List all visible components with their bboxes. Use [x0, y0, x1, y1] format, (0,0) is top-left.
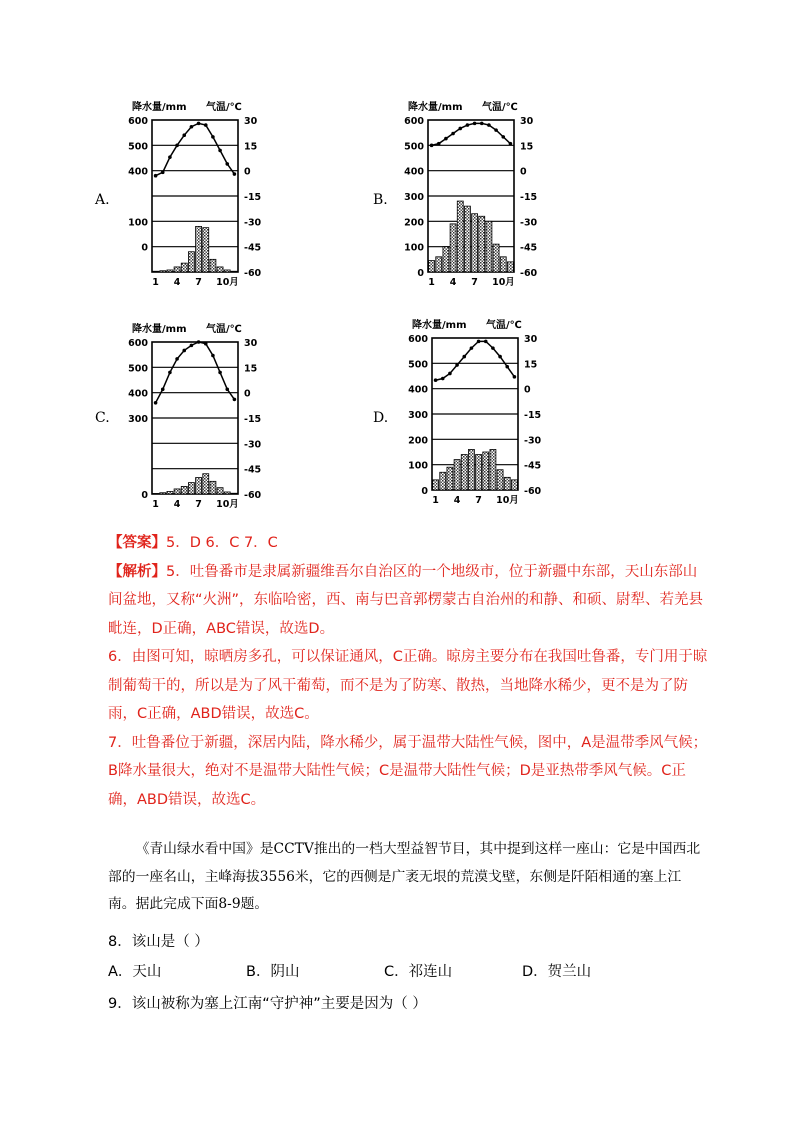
- precip-bar: [224, 270, 230, 272]
- precip-bar: [167, 270, 173, 272]
- precip-tick-label: 400: [128, 166, 148, 178]
- precip-tick-label: 500: [128, 363, 148, 375]
- temp-tick-label: 15: [244, 363, 258, 375]
- question-9: 9．该山被称为塞上江南“守护神”主要是因为（ ）: [108, 996, 427, 1012]
- reading-passage: 《青山绿水看中国》是CCTV推出的一档大型益智节目，其中提到这样一座山：它是中国西北部的一座名山，主峰海拔3556米，它的西侧是广袤无垠的荒漠戈壁，东侧是阡陌相通的塞上江南。据此完成下面8-9题。: [108, 841, 701, 912]
- precip-bar: [443, 247, 449, 272]
- temp-tick-label: 0: [524, 384, 531, 396]
- precip-tick-label: 300: [404, 192, 424, 203]
- month-tick-label: 10月: [216, 499, 239, 510]
- precip-bar: [450, 224, 456, 272]
- precip-axis-title: 降水量/mm: [412, 320, 467, 331]
- temperature-point: [161, 171, 165, 175]
- month-tick-label: 4: [453, 495, 461, 506]
- precip-bar: [153, 271, 159, 272]
- precip-bar: [181, 486, 187, 494]
- precip-bar: [196, 226, 202, 272]
- month-tick-label: 4: [449, 277, 457, 288]
- month-tick-label: 1: [432, 495, 439, 506]
- precip-bar: [160, 493, 166, 494]
- temp-tick-label: 0: [244, 388, 251, 400]
- answer-line: [108, 529, 708, 558]
- precip-bar: [203, 474, 209, 494]
- temperature-point: [154, 401, 158, 405]
- answer-label: 【答案】: [108, 535, 166, 551]
- analysis-7: 7．吐鲁番位于新疆，深居内陆，降水稀少，属于温带大陆性气候，图中，A是温带季风气候；B降水量很大，绝对不是温带大陆性气候；C是温带大陆性气候；D是亚热带季风气候。C正确，ABD错误，故选C。: [108, 734, 708, 808]
- question-8-options: [108, 960, 668, 981]
- precip-tick-label: 300: [128, 414, 148, 425]
- temperature-line: [432, 123, 511, 145]
- temperature-point: [434, 378, 438, 382]
- option-letter-b: B.: [373, 192, 388, 208]
- temp-tick-label: 0: [520, 166, 527, 178]
- precip-bar: [457, 201, 463, 272]
- temp-tick-label: -45: [244, 242, 262, 254]
- temperature-point: [437, 142, 441, 146]
- temperature-point: [190, 125, 194, 129]
- precip-bar: [174, 267, 180, 272]
- temperature-line: [436, 341, 515, 380]
- precip-axis-title: 降水量/mm: [132, 324, 187, 335]
- question-8: 8．该山是（ ）: [108, 934, 209, 950]
- month-tick-label: 7: [195, 499, 202, 510]
- temperature-line: [156, 123, 235, 175]
- temperature-point: [448, 372, 452, 376]
- precip-tick-label: 0: [141, 242, 148, 254]
- temp-tick-label: -60: [524, 486, 542, 497]
- temperature-point: [204, 123, 208, 127]
- temperature-point: [197, 122, 201, 126]
- q8-option-a: A．天山: [108, 964, 162, 980]
- precip-tick-label: 100: [128, 217, 148, 229]
- temperature-point: [441, 377, 445, 381]
- temperature-point: [225, 387, 229, 391]
- precip-bar: [476, 455, 482, 490]
- month-tick-label: 7: [475, 495, 482, 506]
- temperature-point: [168, 155, 172, 159]
- temperature-point: [197, 340, 201, 344]
- temperature-point: [168, 371, 172, 375]
- precip-bar: [507, 262, 513, 272]
- precip-tick-label: 600: [128, 116, 148, 127]
- temp-tick-label: -30: [244, 439, 262, 451]
- precip-bar: [504, 477, 510, 490]
- precip-bar: [196, 478, 202, 494]
- temperature-point: [451, 132, 455, 136]
- temp-tick-label: -30: [520, 217, 538, 229]
- precip-tick-label: 300: [408, 410, 428, 421]
- precip-tick-label: 0: [141, 490, 148, 501]
- temperature-point: [470, 346, 474, 350]
- precip-tick-label: 400: [404, 166, 424, 178]
- temperature-point: [161, 387, 165, 391]
- answer-analysis: [108, 529, 708, 814]
- temperature-point: [477, 340, 481, 344]
- temp-tick-label: -15: [244, 414, 262, 425]
- precip-bar: [181, 263, 187, 272]
- q8-option-c: C．祁连山: [384, 964, 453, 980]
- precip-bar: [461, 455, 467, 490]
- temp-tick-label: -45: [244, 464, 262, 476]
- temp-tick-label: 30: [244, 116, 258, 127]
- precip-tick-label: 0: [421, 486, 428, 497]
- temperature-point: [466, 123, 470, 127]
- precip-axis-title: 降水量/mm: [408, 102, 463, 113]
- precip-tick-label: 0: [417, 268, 424, 279]
- temperature-point: [501, 135, 505, 139]
- precip-tick-label: 400: [128, 388, 148, 400]
- climate-chart-d: [400, 318, 560, 518]
- temperature-point: [218, 149, 222, 153]
- temperature-point: [494, 128, 498, 132]
- temp-tick-label: -15: [524, 410, 542, 421]
- precip-bar: [436, 257, 442, 272]
- temperature-point: [204, 342, 208, 346]
- precip-bar: [483, 452, 489, 490]
- temp-axis-title: 气温/℃: [482, 102, 518, 113]
- precip-bar: [429, 261, 435, 272]
- analysis-5: [108, 558, 708, 644]
- temperature-point: [190, 344, 194, 348]
- analysis-6: 6．由图可知，晾晒房多孔，可以保证通风，C正确。晾房主要分布在我国吐鲁番，专门用于晾制葡萄干的，所以是为了风干葡萄，而不是为了防寒、散热，当地降水稀少，更不是为了防雨，C正确，ABD错误，故选C。: [108, 649, 708, 722]
- temperature-point: [233, 398, 237, 402]
- precip-tick-label: 500: [408, 359, 428, 371]
- precip-bar: [167, 491, 173, 494]
- temp-tick-label: 30: [244, 338, 258, 349]
- temp-tick-label: 15: [524, 359, 538, 371]
- temperature-line: [156, 342, 235, 403]
- precip-tick-label: 600: [404, 116, 424, 127]
- temperature-point: [218, 371, 222, 375]
- precip-bar: [217, 488, 223, 494]
- precip-bar: [203, 228, 209, 272]
- month-tick-label: 7: [471, 277, 478, 288]
- analysis-label: 【解析】: [108, 563, 166, 580]
- temperature-point: [225, 162, 229, 166]
- precip-tick-label: 500: [404, 141, 424, 153]
- temperature-point: [211, 354, 215, 358]
- q8-option-d: D．贺兰山: [522, 964, 592, 980]
- precip-bar: [490, 449, 496, 490]
- option-letter-d: D.: [373, 410, 389, 426]
- temperature-point: [182, 349, 186, 353]
- precip-tick-label: 400: [408, 384, 428, 396]
- month-tick-label: 10月: [492, 277, 515, 288]
- temp-tick-label: -15: [244, 192, 262, 203]
- precip-bar: [210, 259, 216, 272]
- temperature-point: [513, 375, 517, 379]
- temp-tick-label: -15: [520, 192, 538, 203]
- temperature-point: [154, 174, 158, 178]
- temp-tick-label: -30: [524, 435, 542, 447]
- temp-tick-label: -30: [244, 217, 262, 229]
- precip-bar: [433, 480, 439, 490]
- precip-bar: [447, 467, 453, 490]
- precip-tick-label: 600: [128, 338, 148, 349]
- precip-bar: [500, 257, 506, 272]
- temperature-point: [175, 357, 179, 361]
- option-letter-a: A.: [95, 192, 110, 208]
- temp-tick-label: 30: [524, 334, 538, 345]
- climate-chart-b: [396, 100, 556, 300]
- precip-axis-title: 降水量/mm: [132, 102, 187, 113]
- temp-tick-label: 30: [520, 116, 534, 127]
- precip-bar: [217, 267, 223, 272]
- precip-bar: [440, 472, 446, 490]
- precip-bar: [188, 483, 194, 494]
- precip-bar: [210, 481, 216, 494]
- month-tick-label: 10月: [216, 277, 239, 288]
- precip-tick-label: 100: [408, 460, 428, 472]
- temperature-point: [498, 355, 502, 359]
- q8-option-b: B．阴山: [246, 964, 300, 980]
- temperature-point: [462, 355, 466, 359]
- temp-tick-label: -60: [520, 268, 538, 279]
- option-letter-c: C.: [95, 410, 110, 426]
- precip-tick-label: 100: [404, 242, 424, 254]
- month-tick-label: 1: [152, 499, 159, 510]
- precip-tick-label: 600: [408, 334, 428, 345]
- temperature-point: [505, 365, 509, 369]
- precip-bar: [153, 493, 159, 494]
- temperature-point: [509, 142, 513, 146]
- precip-bar: [472, 214, 478, 272]
- month-tick-label: 10月: [496, 495, 519, 506]
- temp-axis-title: 气温/℃: [206, 102, 242, 113]
- temp-axis-title: 气温/℃: [486, 320, 522, 331]
- temperature-point: [430, 144, 434, 148]
- climate-chart-a: [120, 100, 280, 290]
- temp-tick-label: 15: [520, 141, 534, 153]
- temperature-point: [444, 137, 448, 141]
- analysis-5-text: 5．吐鲁番市是隶属新疆维吾尔自治区的一个地级市，位于新疆中东部，天山东部山间盆地，又称“火洲”，东临哈密，西、南与巴音郭楞蒙古自治州的和静、和硕、尉犁、若羌县毗连，D正确，ABC错误，故选D。: [108, 563, 704, 637]
- precip-tick-label: 500: [128, 141, 148, 153]
- temperature-point: [458, 127, 462, 131]
- temperature-point: [480, 122, 484, 126]
- month-tick-label: 4: [173, 499, 181, 510]
- precip-tick-label: 200: [408, 435, 428, 447]
- temperature-point: [182, 133, 186, 137]
- temperature-point: [484, 340, 488, 344]
- temp-tick-label: -60: [244, 490, 262, 501]
- temp-tick-label: 15: [244, 141, 258, 153]
- month-tick-label: 1: [428, 277, 435, 288]
- precip-bar: [486, 221, 492, 272]
- precip-bar: [160, 271, 166, 272]
- month-tick-label: 7: [195, 277, 202, 288]
- precip-bar: [497, 470, 503, 490]
- temperature-point: [455, 363, 459, 367]
- precip-bar: [479, 216, 485, 272]
- precip-bar: [231, 271, 237, 272]
- precip-bar: [188, 252, 194, 272]
- temperature-point: [487, 123, 491, 127]
- precip-bar: [468, 449, 474, 490]
- temperature-point: [233, 172, 237, 176]
- precip-bar: [511, 480, 517, 490]
- precip-bar: [464, 206, 470, 272]
- month-tick-label: 1: [152, 277, 159, 288]
- temp-tick-label: -45: [520, 242, 538, 254]
- precip-bar: [454, 460, 460, 490]
- precip-tick-label: 200: [404, 217, 424, 229]
- precip-bar: [231, 493, 237, 494]
- precip-bar: [493, 244, 499, 272]
- temp-axis-title: 气温/℃: [206, 324, 242, 335]
- temperature-point: [491, 346, 495, 350]
- temp-tick-label: -45: [524, 460, 542, 472]
- temperature-point: [211, 135, 215, 139]
- temperature-point: [473, 122, 477, 126]
- answer-text: 5．D 6．C 7．C: [166, 535, 278, 551]
- climate-chart-c: [120, 322, 280, 512]
- temp-tick-label: -60: [244, 268, 262, 279]
- month-tick-label: 4: [173, 277, 181, 288]
- precip-bar: [174, 489, 180, 494]
- temperature-point: [175, 144, 179, 148]
- precip-bar: [224, 492, 230, 494]
- temp-tick-label: 0: [244, 166, 251, 178]
